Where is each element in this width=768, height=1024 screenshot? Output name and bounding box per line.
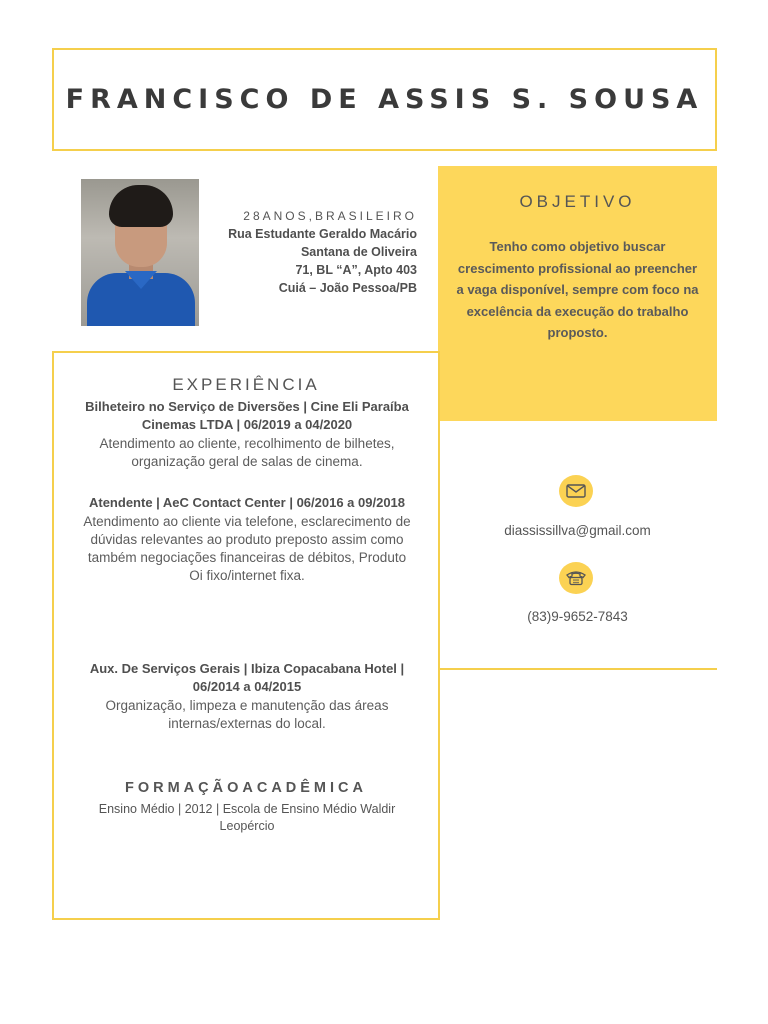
contact-section xyxy=(438,421,717,670)
job-entry xyxy=(72,660,422,733)
objective-section xyxy=(438,166,717,421)
education-entry: Ensino Médio | 2012 | Escola de Ensino Médio Waldir Leopércio xyxy=(98,802,396,833)
job-description: Atendimento ao cliente, recolhimento de bilhetes, organização geral de salas de cinema. xyxy=(99,436,395,469)
candidate-name: FRANCISCO DE ASSIS S. SOUSA xyxy=(65,84,704,115)
job-entry xyxy=(72,398,422,471)
envelope-icon xyxy=(559,475,593,507)
job-role: Bilheteiro no Serviço de Diversões | Cine Eli Paraíba Cinemas LTDA | 06/2019 a 04/2020 xyxy=(85,399,409,432)
address-line: Cuiá – João Pessoa/PB xyxy=(278,281,417,295)
address-line: 71, BL “A”, Apto 403 xyxy=(295,263,417,277)
job-entry xyxy=(72,494,422,585)
job-description: Organização, limpeza e manutenção das áreas internas/externas do local. xyxy=(105,698,389,731)
email-address[interactable]: diassissillva@gmail.com xyxy=(504,523,651,538)
address-line: Santana de Oliveira xyxy=(300,245,417,259)
telephone-icon xyxy=(559,562,593,594)
profile-photo xyxy=(81,179,199,326)
personal-info xyxy=(200,207,417,297)
name-header xyxy=(52,48,717,151)
job-role: Aux. De Serviços Gerais | Ibiza Copacabana Hotel | 06/2014 a 04/2015 xyxy=(89,661,405,694)
phone-number[interactable]: (83)9-9652-7843 xyxy=(527,609,628,624)
experience-education-section xyxy=(52,351,440,920)
address-line: Rua Estudante Geraldo Macário xyxy=(228,227,417,241)
job-role: Atendente | AeC Contact Center | 06/2016 a 09/2018 xyxy=(88,495,406,510)
education-title: FORMAÇÃOACADÊMICA xyxy=(125,780,367,796)
objective-text: Tenho como objetivo buscar crescimento profissional ao preencher a vaga disponível, sempre com foco na excelência da execução do trabalho proposto. xyxy=(456,239,699,340)
age-nationality: 28ANOS,BRASILEIRO xyxy=(243,209,417,223)
job-description: Atendimento ao cliente via telefone, esclarecimento de dúvidas relevantes ao produto preposto assim como também negociações financeiras de débitos, Produto Oi fixo/internet fixa. xyxy=(83,514,411,583)
objective-title: OBJETIVO xyxy=(519,192,636,211)
experience-title: EXPERIÊNCIA xyxy=(172,375,320,394)
